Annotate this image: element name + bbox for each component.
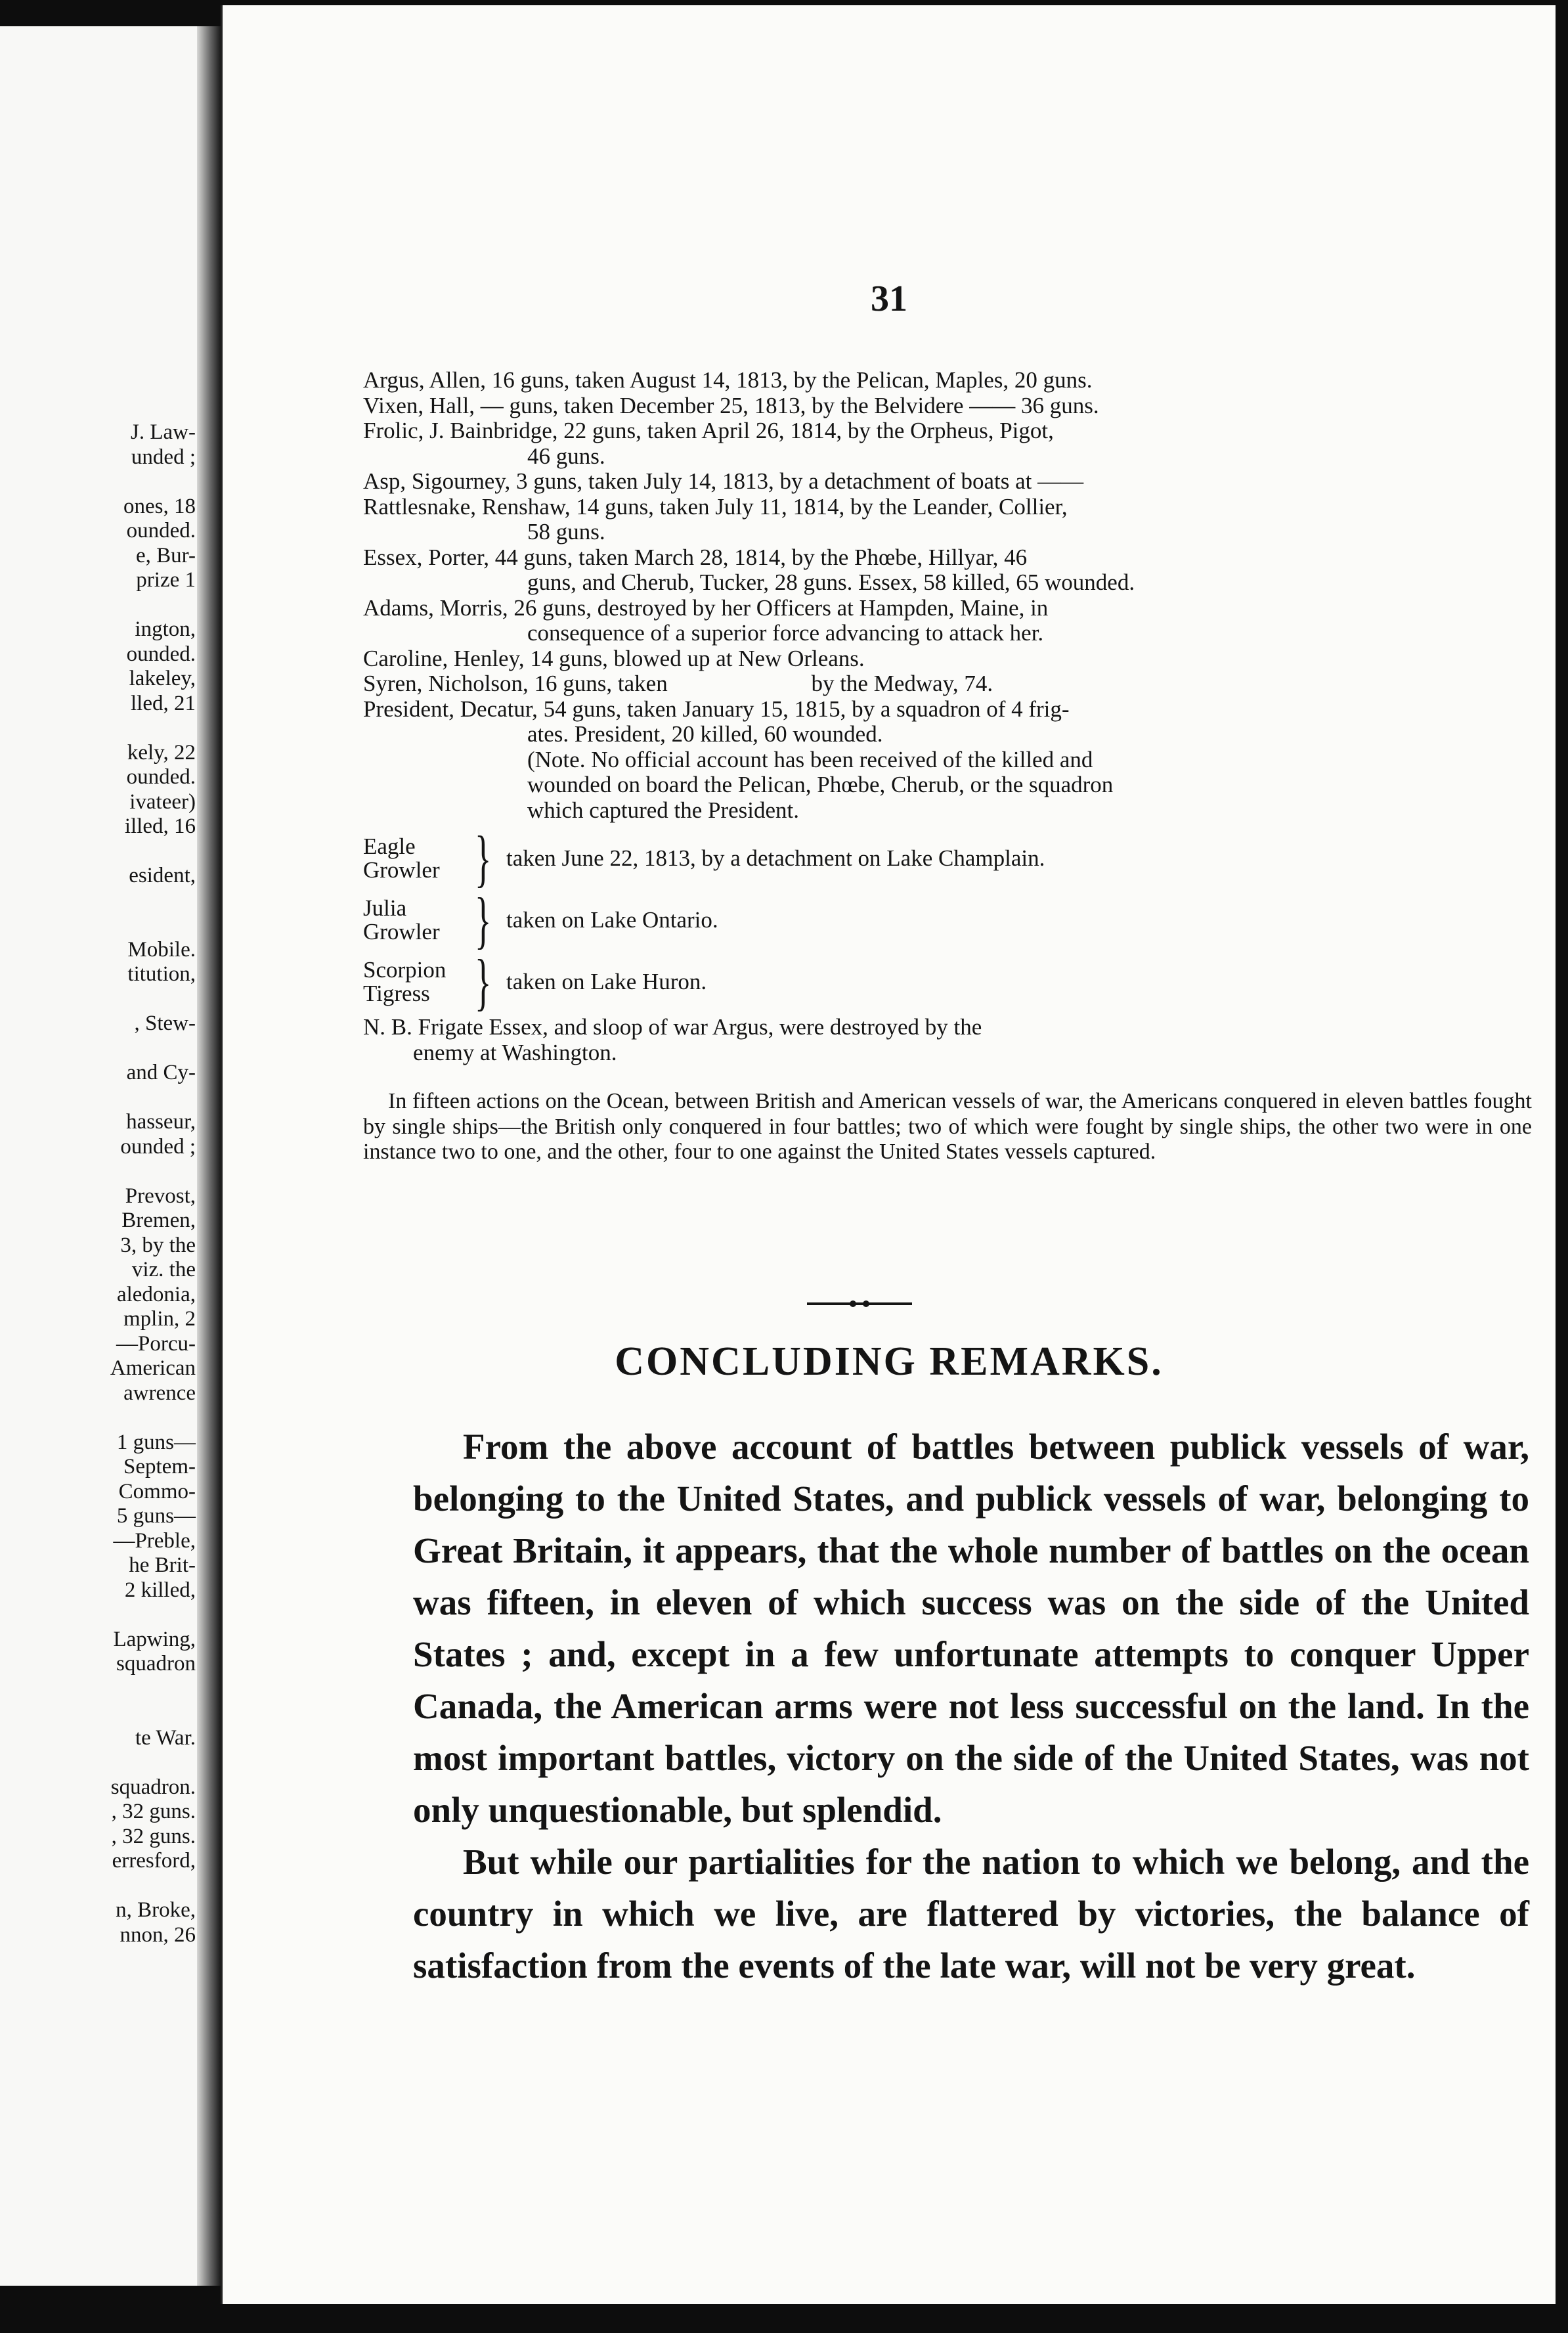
note bbox=[363, 747, 1532, 824]
ship-entry bbox=[363, 393, 1532, 419]
ship-entry-continuation: guns, and Cherub, Tucker, 28 guns. Essex, 58 killed, 65 wounded. bbox=[527, 569, 1135, 595]
vessel-name: Growler bbox=[363, 857, 440, 883]
ship-entry-line: Syren, Nicholson, 16 guns, taken by the Medway, 74. bbox=[363, 671, 993, 696]
ship-entry-line: Frolic, J. Bainbridge, 22 guns, taken April 26, 1814, by the Orpheus, Pigot, bbox=[363, 418, 1054, 443]
previous-page-line: erresford, bbox=[112, 1849, 196, 1873]
previous-page-line: ounded. bbox=[126, 642, 196, 666]
vessel-names bbox=[363, 897, 475, 944]
previous-page-line bbox=[5, 1086, 196, 1111]
ship-entry bbox=[363, 545, 1532, 596]
body-paragraph: But while our partialities for the nation to which we belong, and the country in which we live, are flattered by victories, the balance of satisfaction from the events of the late war, will not be very great. bbox=[413, 1842, 1529, 1986]
previous-page-line: lled, 21 bbox=[131, 691, 196, 715]
vessel-names bbox=[363, 958, 475, 1006]
ship-entry bbox=[363, 596, 1532, 646]
ship-entry-line: Rattlesnake, Renshaw, 14 guns, taken July 11, 1814, by the Leander, Collier, bbox=[363, 493, 1068, 520]
previous-page-line: Septem- bbox=[123, 1455, 196, 1478]
previous-page-line bbox=[5, 593, 196, 618]
previous-page-line: 1 guns— bbox=[116, 1430, 196, 1454]
previous-page-line bbox=[5, 1406, 196, 1431]
nb-line: enemy at Washington. bbox=[413, 1039, 617, 1065]
previous-page-line: , 32 guns. bbox=[111, 1800, 196, 1823]
brace-icon: } bbox=[475, 946, 492, 1017]
previous-page-line bbox=[5, 889, 196, 914]
vessel-name: Tigress bbox=[363, 981, 430, 1006]
ship-entry bbox=[363, 368, 1532, 393]
previous-page-line: , Stew- bbox=[134, 1011, 196, 1035]
previous-page-line: nnon, 26 bbox=[120, 1922, 196, 1947]
vessel-name: Eagle bbox=[363, 833, 416, 859]
previous-page-line bbox=[5, 716, 196, 741]
ship-entry-line: Vixen, Hall, — guns, taken December 25, 1813, by the Belvidere —— 36 guns. bbox=[363, 392, 1099, 418]
previous-page-line: , 32 guns. bbox=[111, 1824, 196, 1848]
previous-page-line: ounded ; bbox=[120, 1134, 196, 1159]
previous-page-line bbox=[5, 987, 196, 1012]
previous-page-line: —Porcu- bbox=[116, 1331, 196, 1356]
previous-page-line: squadron bbox=[116, 1652, 196, 1676]
previous-page-line: American bbox=[110, 1356, 196, 1380]
previous-page-line: Mobile. bbox=[127, 937, 196, 962]
page-number: 31 bbox=[871, 278, 907, 319]
ship-entry-continuation: consequence of a superior force advancing to attack her. bbox=[527, 620, 1044, 646]
ship-entry bbox=[363, 495, 1532, 545]
ship-entry-continuation: ates. President, 20 killed, 60 wounded. bbox=[527, 721, 883, 747]
previous-page-line bbox=[5, 913, 196, 938]
previous-page-line: 3, by the bbox=[120, 1233, 196, 1257]
previous-page-line: Bremen, bbox=[121, 1209, 196, 1232]
previous-page-line: illed, 16 bbox=[124, 814, 196, 838]
ship-entry-line: Essex, Porter, 44 guns, taken March 28, 1814, by the Phœbe, Hillyar, 46 bbox=[363, 544, 1028, 570]
ship-list bbox=[363, 368, 1532, 1165]
previous-page-line bbox=[5, 1874, 196, 1899]
previous-page-line bbox=[5, 1603, 196, 1628]
ship-entry-line: President, Decatur, 54 guns, taken January 15, 1815, by a squadron of 4 frig- bbox=[363, 696, 1070, 722]
previous-page-line bbox=[5, 1701, 196, 1726]
previous-page-line bbox=[5, 1677, 196, 1702]
vessel-name: Scorpion bbox=[363, 957, 446, 983]
brace-group-text: taken on Lake Ontario. bbox=[506, 906, 718, 933]
previous-page-line: ounded. bbox=[126, 765, 196, 789]
ship-entry-line: Adams, Morris, 26 guns, destroyed by her Officers at Hampden, Maine, in bbox=[363, 594, 1049, 621]
previous-page-line: unded ; bbox=[131, 445, 196, 469]
brace-group-text: taken on Lake Huron. bbox=[506, 968, 707, 994]
previous-page-line bbox=[5, 839, 196, 864]
book-page bbox=[221, 5, 1556, 2304]
note-line: (Note. No official account has been received of the killed and bbox=[527, 746, 1093, 772]
section-divider bbox=[807, 1299, 912, 1308]
ship-entry-continuation: 58 guns. bbox=[527, 519, 605, 544]
ship-list-items bbox=[363, 368, 1532, 747]
body-paragraph: From the above account of battles between publick vessels of war, belonging to the United States, and publick vessels of war, belonging to Great Britain, it appears, that the whole number of battles on the ocean was fifteen, in eleven of which success was on the side of the United States ; and, except in a few unfortunate attempts to conquer Upper Canada, the American arms were not less successful on the land. In the most important battles, victory on the side of the United States, was not only unquestionable, but splendid. bbox=[413, 1427, 1529, 1830]
vessel-names bbox=[363, 835, 475, 882]
previous-page-line: —Preble, bbox=[113, 1528, 196, 1553]
previous-page-line: hasseur, bbox=[126, 1110, 196, 1134]
previous-page-line: 2 killed, bbox=[124, 1578, 196, 1602]
previous-page-line: and Cy- bbox=[126, 1061, 196, 1084]
previous-page-line bbox=[5, 1750, 196, 1775]
ship-entry-line: Argus, Allen, 16 guns, taken August 14, 1813, by the Pelican, Maples, 20 guns. bbox=[363, 367, 1093, 393]
body-text bbox=[413, 1421, 1529, 1991]
brace-group-text: taken June 22, 1813, by a detachment on Lake Champlain. bbox=[506, 845, 1045, 871]
nb-line: N. B. Frigate Essex, and sloop of war Argus, were destroyed by the bbox=[363, 1014, 982, 1040]
previous-page-line: titution, bbox=[127, 962, 196, 986]
previous-page-line bbox=[5, 1159, 196, 1184]
previous-page-line: e, Bur- bbox=[136, 543, 196, 567]
previous-page-line: Lapwing, bbox=[113, 1627, 196, 1651]
previous-page-line: awrence bbox=[123, 1381, 196, 1405]
note-line: wounded on board the Pelican, Phœbe, Cherub, or the squadron bbox=[527, 772, 1114, 797]
previous-page-line: ington, bbox=[135, 617, 196, 641]
previous-page-text bbox=[5, 420, 196, 1947]
previous-page-line: te War. bbox=[135, 1725, 196, 1750]
ship-entry bbox=[363, 418, 1532, 469]
brace-icon: } bbox=[475, 823, 492, 893]
vessel-name: Growler bbox=[363, 919, 440, 944]
previous-page-line: esident, bbox=[129, 864, 196, 887]
previous-page-line bbox=[5, 1036, 196, 1061]
page-gutter bbox=[197, 26, 221, 2286]
previous-page-line: ivateer) bbox=[129, 789, 196, 814]
summary-paragraph: In fifteen actions on the Ocean, between British and American vessels of war, the Americans conquered in eleven battles fought by single ships—the British only conquered in four battles; two of which were fought by single ships, the other two were in one instance two to one, and the other, four to one against the United States vessels captured. bbox=[363, 1089, 1532, 1164]
previous-page-fragment bbox=[0, 26, 197, 2286]
ship-entry bbox=[363, 469, 1532, 495]
vessel-name: Julia bbox=[363, 895, 407, 921]
ship-entry bbox=[363, 697, 1532, 747]
brace-group bbox=[363, 946, 1532, 1017]
brace-group bbox=[363, 823, 1532, 893]
previous-page-line: n, Broke, bbox=[116, 1898, 196, 1922]
brace-icon: } bbox=[475, 885, 492, 955]
ship-entry-continuation: 46 guns. bbox=[527, 443, 605, 469]
previous-page-line: he Brit- bbox=[129, 1553, 196, 1577]
previous-page-line: aledonia, bbox=[116, 1282, 196, 1306]
previous-page-line: viz. the bbox=[131, 1258, 196, 1281]
ship-entry-line: Asp, Sigourney, 3 guns, taken July 14, 1813, by a detachment of boats at —— bbox=[363, 468, 1084, 494]
previous-page-line bbox=[5, 470, 196, 495]
previous-page-line: ones, 18 bbox=[123, 494, 196, 518]
previous-page-line: Commo- bbox=[118, 1479, 196, 1503]
ship-entry-line: Caroline, Henley, 14 guns, blowed up at New Orleans. bbox=[363, 645, 865, 671]
previous-page-line: lakeley, bbox=[129, 667, 196, 690]
section-heading: CONCLUDING REMARKS. bbox=[615, 1339, 1164, 1384]
previous-page-line: 5 guns— bbox=[116, 1504, 196, 1528]
lake-captures bbox=[363, 823, 1532, 1017]
previous-page-line: Prevost, bbox=[125, 1184, 196, 1208]
previous-page-line: prize 1 bbox=[136, 568, 196, 592]
note-line: which captured the President. bbox=[527, 797, 800, 823]
previous-page-line: kely, 22 bbox=[127, 740, 196, 765]
brace-group bbox=[363, 885, 1532, 955]
nota-bene bbox=[363, 1015, 1532, 1065]
ship-entry bbox=[363, 646, 1532, 672]
previous-page-line: squadron. bbox=[110, 1775, 196, 1799]
previous-page-line: J. Law- bbox=[131, 420, 196, 444]
previous-page-line: ounded. bbox=[126, 519, 196, 543]
ship-entry bbox=[363, 671, 1532, 697]
previous-page-line: mplin, 2 bbox=[123, 1307, 196, 1331]
